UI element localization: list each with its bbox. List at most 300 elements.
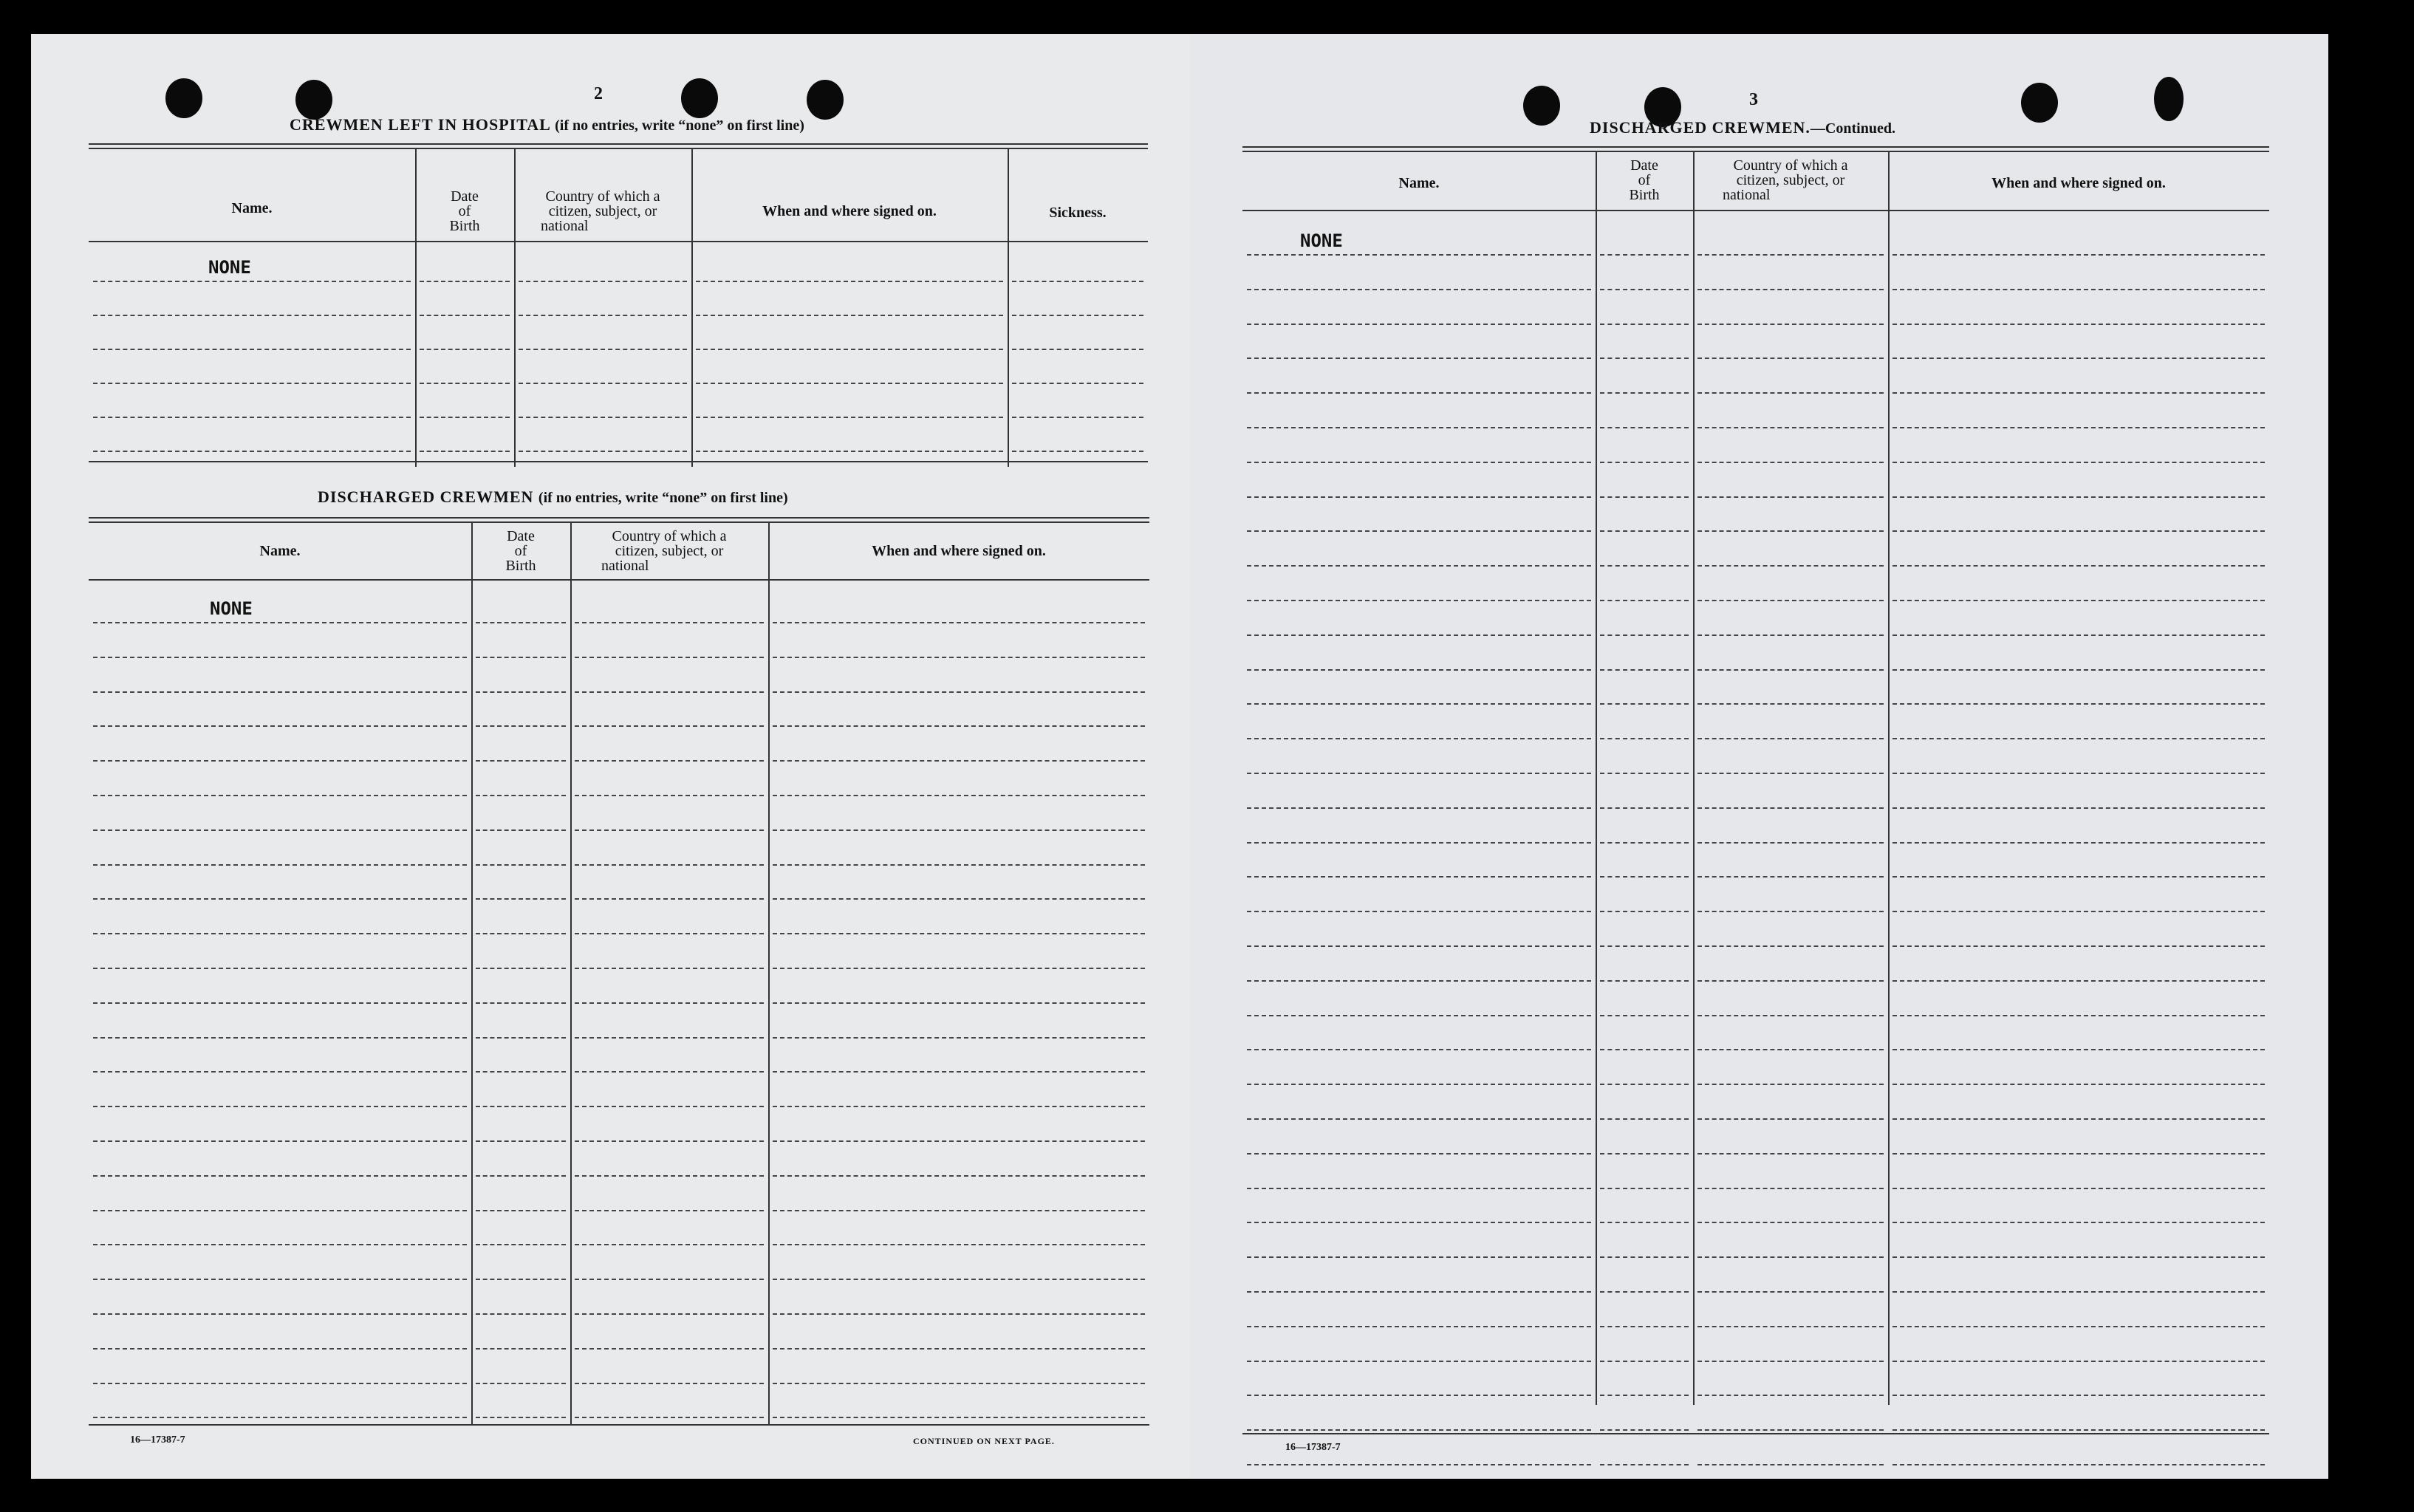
- ruled-line: [1247, 496, 1591, 498]
- ruled-line: [93, 933, 467, 934]
- ruled-line: [575, 691, 764, 693]
- ruled-line: [1012, 383, 1143, 384]
- ruled-line: [93, 1417, 467, 1418]
- ruled-line: [1600, 600, 1689, 601]
- ruled-line: [1012, 281, 1143, 282]
- ruled-line: [1600, 392, 1689, 394]
- ruled-line: [519, 349, 687, 350]
- ruled-line: [575, 1313, 764, 1315]
- ruled-line: [93, 1037, 467, 1039]
- ruled-line: [1247, 1153, 1591, 1154]
- ruled-line: [93, 315, 411, 316]
- discharged-continued-title: DISCHARGED CREWMEN.—Continued.: [1590, 118, 1895, 137]
- ruled-line: [1600, 462, 1689, 463]
- ruled-line: [1892, 1326, 2265, 1327]
- page-number: 2: [594, 84, 603, 103]
- ruled-line: [1247, 1326, 1591, 1327]
- ruled-line: [575, 1071, 764, 1073]
- ruled-line: [773, 1106, 1145, 1107]
- ruled-line: [1600, 1256, 1689, 1258]
- ruled-line: [1600, 703, 1689, 705]
- ruled-line: [773, 898, 1145, 900]
- ruled-line: [93, 1210, 467, 1211]
- ruled-line: [773, 795, 1145, 796]
- left-page: [31, 34, 1192, 1479]
- ruled-line: [696, 451, 1003, 452]
- ruled-line: [476, 968, 566, 969]
- ruled-line: [476, 760, 566, 762]
- ruled-line: [1600, 876, 1689, 878]
- ruled-line: [1892, 911, 2265, 912]
- ruled-line: [575, 1279, 764, 1280]
- ruled-line: [1600, 1118, 1689, 1120]
- ruled-line: [420, 281, 510, 282]
- discharged-continued-table: [1242, 146, 2269, 1439]
- ruled-line: [1247, 1015, 1591, 1016]
- ruled-line: [476, 691, 566, 693]
- ruled-line: [1600, 669, 1689, 671]
- column-header-name: Name.: [259, 543, 301, 559]
- ruled-line: [93, 829, 467, 831]
- ruled-line: [1892, 980, 2265, 982]
- ruled-line: [575, 1383, 764, 1384]
- ruled-line: [1600, 911, 1689, 912]
- ruled-line: [1247, 669, 1591, 671]
- ruled-line: [519, 315, 687, 316]
- ruled-line: [1600, 1291, 1689, 1293]
- ruled-line: [1697, 945, 1884, 947]
- ruled-line: [1697, 462, 1884, 463]
- ruled-line: [773, 1210, 1145, 1211]
- ruled-line: [476, 1106, 566, 1107]
- ruled-line: [1247, 1256, 1591, 1258]
- ruled-line: [1600, 738, 1689, 739]
- ruled-line: [1600, 324, 1689, 325]
- ruled-line: [93, 383, 411, 384]
- hospital-section-title: CREWMEN LEFT IN HOSPITAL (if no entries, write “none” on first line): [290, 115, 804, 134]
- ruled-line: [1012, 315, 1143, 316]
- punch-hole: [2154, 77, 2184, 121]
- ruled-line: [1600, 634, 1689, 636]
- ruled-line: [93, 451, 411, 452]
- ruled-line: [1892, 530, 2265, 532]
- column-header-country: Country of which a citizen, subject, or national: [541, 188, 660, 234]
- ruled-line: [476, 1002, 566, 1004]
- ruled-line: [1600, 496, 1689, 498]
- ruled-line: [1892, 1395, 2265, 1396]
- ruled-line: [1697, 1222, 1884, 1223]
- ruled-line: [1697, 324, 1884, 325]
- ruled-line: [93, 622, 467, 623]
- ruled-line: [1697, 1015, 1884, 1016]
- ruled-line: [1697, 1049, 1884, 1050]
- discharged-first-entry: NONE: [210, 598, 253, 619]
- ruled-line: [1892, 876, 2265, 878]
- ruled-line: [1697, 876, 1884, 878]
- ruled-line: [1697, 773, 1884, 774]
- ruled-line: [1892, 703, 2265, 705]
- ruled-line: [1247, 773, 1591, 774]
- ruled-line: [1247, 738, 1591, 739]
- ruled-line: [1697, 1464, 1884, 1465]
- ruled-line: [575, 1037, 764, 1039]
- ruled-line: [773, 1002, 1145, 1004]
- ruled-line: [696, 383, 1003, 384]
- ruled-line: [1892, 427, 2265, 428]
- ruled-line: [1697, 289, 1884, 290]
- ruled-line: [1600, 1326, 1689, 1327]
- ruled-line: [1247, 703, 1591, 705]
- ruled-line: [1600, 1049, 1689, 1050]
- ruled-line: [1600, 1222, 1689, 1223]
- column-header-country: Country of which a citizen, subject, or national: [1723, 157, 1848, 203]
- ruled-line: [1697, 1361, 1884, 1362]
- ruled-line: [1247, 945, 1591, 947]
- ruled-line: [1892, 1222, 2265, 1223]
- ruled-line: [1247, 1118, 1591, 1120]
- ruled-line: [93, 1313, 467, 1315]
- ruled-line: [1697, 980, 1884, 982]
- ruled-line: [1697, 1395, 1884, 1396]
- ruled-line: [1697, 842, 1884, 844]
- ruled-line: [476, 657, 566, 658]
- ruled-line: [1697, 427, 1884, 428]
- column-header-date-of-birth: Date of Birth: [505, 528, 536, 574]
- ruled-line: [1247, 1291, 1591, 1293]
- ruled-line: [476, 864, 566, 866]
- ruled-line: [1892, 324, 2265, 325]
- ruled-line: [1697, 1118, 1884, 1120]
- ruled-line: [773, 968, 1145, 969]
- continued-note: CONTINUED ON NEXT PAGE.: [913, 1436, 1055, 1446]
- ruled-line: [1697, 1153, 1884, 1154]
- ruled-line: [575, 1002, 764, 1004]
- ruled-line: [575, 622, 764, 623]
- form-number: 16—17387-7: [1285, 1442, 1341, 1453]
- ruled-line: [1892, 738, 2265, 739]
- punch-hole: [1523, 86, 1560, 126]
- ruled-line: [575, 1106, 764, 1107]
- column-header-when-where-signed: When and where signed on.: [872, 543, 1046, 559]
- ruled-line: [1892, 1084, 2265, 1085]
- ruled-line: [519, 281, 687, 282]
- ruled-line: [476, 933, 566, 934]
- ruled-line: [1600, 1464, 1689, 1465]
- ruled-line: [476, 1348, 566, 1349]
- ruled-line: [476, 1037, 566, 1039]
- ruled-line: [696, 315, 1003, 316]
- ruled-line: [519, 383, 687, 384]
- ruled-line: [1697, 669, 1884, 671]
- form-number: 16—17387-7: [130, 1434, 185, 1446]
- ruled-line: [1892, 392, 2265, 394]
- ruled-line: [575, 898, 764, 900]
- ruled-line: [1600, 1084, 1689, 1085]
- ruled-line: [773, 1417, 1145, 1418]
- ruled-line: [476, 1313, 566, 1315]
- punch-hole: [165, 78, 202, 118]
- ruled-line: [773, 1313, 1145, 1315]
- ruled-line: [773, 1279, 1145, 1280]
- ruled-line: [1012, 349, 1143, 350]
- ruled-line: [1892, 565, 2265, 567]
- ruled-line: [1247, 427, 1591, 428]
- ruled-line: [773, 1348, 1145, 1349]
- ruled-line: [773, 1383, 1145, 1384]
- ruled-line: [1247, 1188, 1591, 1189]
- ruled-line: [1892, 254, 2265, 256]
- ruled-line: [1892, 669, 2265, 671]
- ruled-line: [476, 898, 566, 900]
- ruled-line: [1247, 1464, 1591, 1465]
- ruled-line: [1697, 1084, 1884, 1085]
- ruled-line: [1697, 600, 1884, 601]
- ruled-line: [1892, 1049, 2265, 1050]
- ruled-line: [1247, 842, 1591, 844]
- hospital-first-entry: NONE: [208, 257, 251, 278]
- ruled-line: [1247, 324, 1591, 325]
- ruled-line: [773, 829, 1145, 831]
- ruled-line: [93, 657, 467, 658]
- ruled-line: [1247, 1084, 1591, 1085]
- ruled-line: [1600, 945, 1689, 947]
- ruled-line: [1247, 807, 1591, 809]
- ruled-line: [93, 691, 467, 693]
- ruled-line: [1247, 1222, 1591, 1223]
- ruled-line: [1247, 392, 1591, 394]
- ruled-line: [575, 829, 764, 831]
- column-header-date-of-birth: Date of Birth: [449, 188, 480, 234]
- ruled-line: [420, 417, 510, 418]
- ruled-line: [1600, 842, 1689, 844]
- ruled-line: [93, 898, 467, 900]
- ruled-line: [1600, 530, 1689, 532]
- punch-hole: [295, 80, 332, 120]
- ruled-line: [773, 657, 1145, 658]
- ruled-line: [1600, 773, 1689, 774]
- ruled-line: [93, 1071, 467, 1073]
- ruled-line: [773, 691, 1145, 693]
- ruled-line: [1892, 945, 2265, 947]
- ruled-line: [1247, 1049, 1591, 1050]
- ruled-line: [1697, 392, 1884, 394]
- ruled-line: [575, 1348, 764, 1349]
- ruled-line: [93, 1348, 467, 1349]
- ruled-line: [1892, 1361, 2265, 1362]
- ruled-line: [1697, 703, 1884, 705]
- ruled-line: [1247, 980, 1591, 982]
- ruled-line: [1247, 911, 1591, 912]
- ruled-line: [1892, 289, 2265, 290]
- ruled-line: [476, 1210, 566, 1211]
- ruled-line: [1012, 417, 1143, 418]
- ruled-line: [476, 1071, 566, 1073]
- ruled-line: [1600, 1015, 1689, 1016]
- ruled-line: [93, 1279, 467, 1280]
- discharged-continued-first-entry: NONE: [1300, 230, 1343, 251]
- hospital-table: [89, 143, 1148, 468]
- column-header-sickness: Sickness.: [1049, 205, 1107, 221]
- ruled-line: [93, 281, 411, 282]
- ruled-line: [420, 315, 510, 316]
- ruled-line: [93, 1002, 467, 1004]
- ruled-line: [1600, 565, 1689, 567]
- ruled-line: [1697, 634, 1884, 636]
- column-header-date-of-birth: Date of Birth: [1629, 157, 1660, 203]
- ruled-line: [1892, 842, 2265, 844]
- ruled-line: [1247, 634, 1591, 636]
- ruled-line: [575, 725, 764, 727]
- ruled-line: [773, 1244, 1145, 1245]
- ruled-line: [696, 349, 1003, 350]
- ruled-line: [575, 760, 764, 762]
- ruled-line: [93, 760, 467, 762]
- ruled-line: [575, 864, 764, 866]
- ruled-line: [1600, 1429, 1689, 1431]
- ruled-line: [476, 1383, 566, 1384]
- ruled-line: [93, 349, 411, 350]
- discharged-table: [89, 517, 1149, 1433]
- ruled-line: [1012, 451, 1143, 452]
- punch-hole: [2021, 83, 2058, 123]
- ruled-line: [476, 725, 566, 727]
- ruled-line: [575, 1417, 764, 1418]
- ruled-line: [1892, 1464, 2265, 1465]
- ruled-line: [773, 622, 1145, 623]
- ruled-line: [773, 760, 1145, 762]
- ruled-line: [1697, 738, 1884, 739]
- ruled-line: [1697, 254, 1884, 256]
- ruled-line: [1892, 1188, 2265, 1189]
- ruled-line: [1697, 565, 1884, 567]
- ruled-line: [575, 1244, 764, 1245]
- column-header-name: Name.: [1398, 175, 1440, 191]
- ruled-line: [93, 1106, 467, 1107]
- ruled-line: [1600, 427, 1689, 428]
- column-header-when-where-signed: When and where signed on.: [1991, 175, 2166, 191]
- ruled-line: [1600, 289, 1689, 290]
- ruled-line: [1600, 254, 1689, 256]
- ruled-line: [1247, 358, 1591, 359]
- right-page: [1189, 34, 2328, 1479]
- column-header-name: Name.: [231, 200, 273, 216]
- ruled-line: [1247, 600, 1591, 601]
- ruled-line: [696, 281, 1003, 282]
- ruled-line: [1600, 1188, 1689, 1189]
- ruled-line: [1892, 358, 2265, 359]
- ruled-line: [93, 864, 467, 866]
- ruled-line: [1892, 462, 2265, 463]
- ruled-line: [1247, 462, 1591, 463]
- punch-hole: [681, 78, 718, 118]
- ruled-line: [1892, 1256, 2265, 1258]
- ruled-line: [575, 968, 764, 969]
- ruled-line: [575, 795, 764, 796]
- ruled-line: [1892, 773, 2265, 774]
- ruled-line: [1892, 634, 2265, 636]
- ruled-line: [575, 933, 764, 934]
- ruled-line: [1600, 807, 1689, 809]
- ruled-line: [476, 1244, 566, 1245]
- ruled-line: [696, 417, 1003, 418]
- ruled-line: [773, 1037, 1145, 1039]
- ruled-line: [420, 451, 510, 452]
- ruled-line: [93, 795, 467, 796]
- ruled-line: [93, 1175, 467, 1177]
- ruled-line: [1247, 1395, 1591, 1396]
- ruled-line: [773, 933, 1145, 934]
- ruled-line: [575, 1210, 764, 1211]
- ruled-line: [1600, 980, 1689, 982]
- ruled-line: [575, 1140, 764, 1142]
- ruled-line: [93, 1244, 467, 1245]
- ruled-line: [575, 1175, 764, 1177]
- ruled-line: [476, 795, 566, 796]
- ruled-line: [1600, 1153, 1689, 1154]
- punch-hole: [807, 80, 844, 120]
- page-number: 3: [1749, 90, 1758, 109]
- ruled-line: [476, 829, 566, 831]
- ruled-line: [519, 417, 687, 418]
- ruled-line: [773, 864, 1145, 866]
- column-header-when-where-signed: When and where signed on.: [762, 203, 937, 219]
- ruled-line: [773, 725, 1145, 727]
- ruled-line: [420, 349, 510, 350]
- ruled-line: [1697, 1256, 1884, 1258]
- ruled-line: [1247, 1429, 1591, 1431]
- ruled-line: [1697, 530, 1884, 532]
- ruled-line: [1697, 358, 1884, 359]
- ruled-line: [773, 1175, 1145, 1177]
- ruled-line: [1600, 358, 1689, 359]
- ruled-line: [773, 1140, 1145, 1142]
- ruled-line: [476, 1279, 566, 1280]
- ruled-line: [1697, 1429, 1884, 1431]
- ruled-line: [476, 1175, 566, 1177]
- ruled-line: [93, 1383, 467, 1384]
- ruled-line: [1600, 1395, 1689, 1396]
- ruled-line: [420, 383, 510, 384]
- ruled-line: [1697, 1188, 1884, 1189]
- ruled-line: [1247, 1361, 1591, 1362]
- ruled-line: [476, 622, 566, 623]
- ruled-line: [1247, 565, 1591, 567]
- ruled-line: [93, 968, 467, 969]
- ruled-line: [1892, 1118, 2265, 1120]
- ruled-line: [1892, 1015, 2265, 1016]
- ruled-line: [1892, 1153, 2265, 1154]
- ruled-line: [1892, 807, 2265, 809]
- ruled-line: [1892, 1429, 2265, 1431]
- ruled-line: [1697, 496, 1884, 498]
- ruled-line: [1892, 600, 2265, 601]
- column-header-country: Country of which a citizen, subject, or national: [601, 528, 727, 574]
- ruled-line: [1247, 254, 1591, 256]
- ruled-line: [1247, 876, 1591, 878]
- ruled-line: [1697, 911, 1884, 912]
- ruled-line: [1697, 1326, 1884, 1327]
- ruled-line: [519, 451, 687, 452]
- ruled-line: [93, 1140, 467, 1142]
- ruled-line: [93, 725, 467, 727]
- ruled-line: [1697, 1291, 1884, 1293]
- ruled-line: [1247, 289, 1591, 290]
- ruled-line: [1600, 1361, 1689, 1362]
- ruled-line: [1892, 1291, 2265, 1293]
- discharged-section-title: DISCHARGED CREWMEN (if no entries, write “none” on first line): [318, 488, 788, 506]
- ruled-line: [773, 1071, 1145, 1073]
- ruled-line: [1697, 807, 1884, 809]
